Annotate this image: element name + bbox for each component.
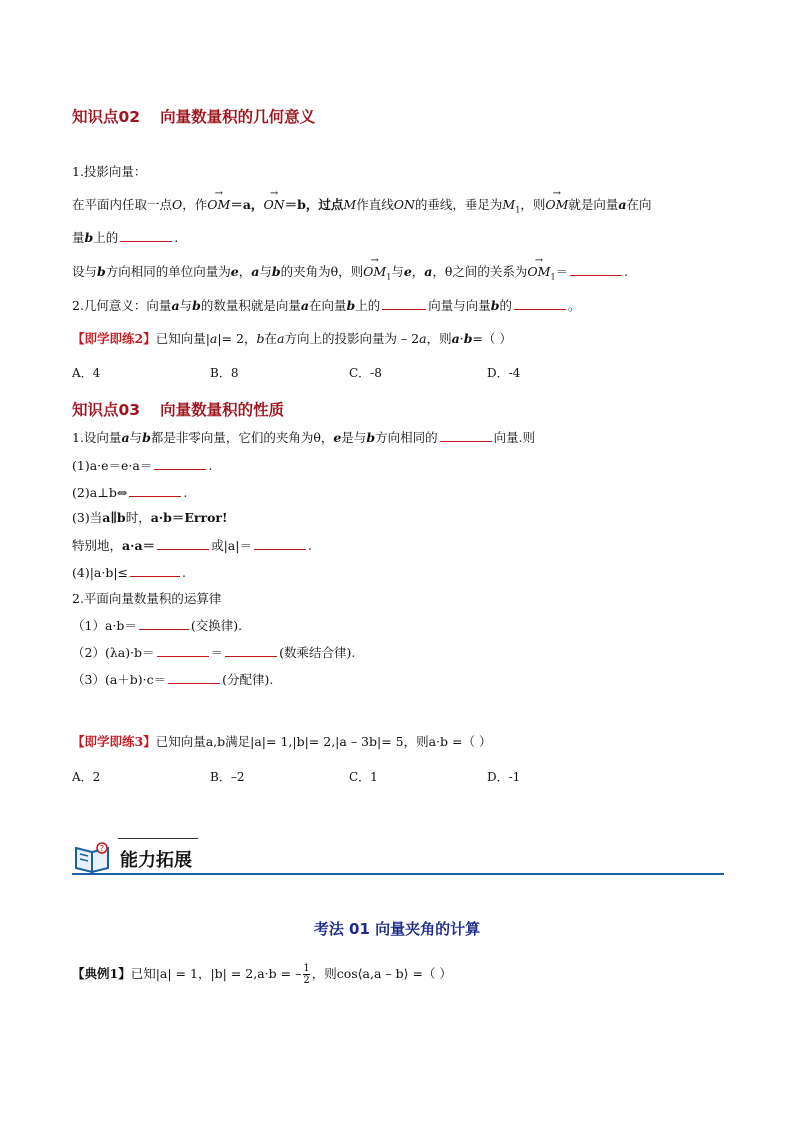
vector-om1: → OM — [545, 196, 568, 214]
property-2: (2)a⊥b⇔ . — [72, 485, 188, 500]
answer-blank[interactable] — [129, 484, 181, 497]
drill-2: 【即学即练2】已知向量|a|= 2，b在a方向上的投影向量为 – 2a，则a·b=（ ） — [72, 331, 512, 346]
answer-blank[interactable] — [120, 229, 172, 242]
option-a[interactable]: A．2 — [72, 770, 101, 784]
svg-text:?: ? — [99, 844, 105, 853]
option-b[interactable]: B．8 — [210, 366, 239, 380]
answer-blank[interactable] — [157, 644, 209, 657]
ability-banner — [72, 838, 724, 878]
property-1: (1)a·e＝e·a＝ . — [72, 458, 213, 473]
answer-blank[interactable] — [225, 644, 277, 657]
option-c[interactable]: C．1 — [349, 770, 378, 784]
method-title: 考法 01 向量夹角的计算 — [313, 920, 481, 938]
option-a[interactable]: A．4 — [72, 366, 101, 380]
section-title: 向量数量积的几何意义 — [160, 108, 316, 126]
property-4: (4)|a·b|≤ . — [72, 565, 187, 580]
section-03-heading — [72, 398, 284, 420]
law-2: （2）(λa)·b＝ ＝ (数乘结合律). — [72, 645, 356, 660]
answer-blank[interactable] — [157, 537, 209, 550]
answer-blank[interactable] — [139, 617, 189, 630]
answer-blank[interactable] — [154, 457, 206, 470]
vector-on: → ON — [263, 196, 284, 214]
answer-blank[interactable] — [130, 564, 180, 577]
section-label: 知识点02 — [72, 108, 141, 126]
property-special: 特别地，a·a＝ 或|a|＝ . — [72, 538, 312, 553]
law-3: （3）(a＋b)·c＝ (分配律). — [72, 672, 274, 687]
laws-heading: 2.平面向量数量积的运算律 — [72, 591, 222, 606]
banner-top-rule — [118, 838, 198, 839]
option-b[interactable]: B．–2 — [210, 770, 245, 784]
answer-blank[interactable] — [254, 537, 306, 550]
drill-label: 【即学即练2】 — [72, 331, 156, 346]
fraction: $\frac{1}{2}$ — [303, 963, 310, 986]
answer-blank[interactable] — [570, 263, 622, 276]
option-d[interactable]: D．-1 — [487, 770, 521, 784]
banner-underline — [72, 873, 724, 875]
projection-line-3: 设与b方向相同的单位向量为e，a与b的夹角为θ，则→ $OM_1$与e，a，θ之间的关系为→ $OM_1=$ . — [72, 263, 628, 287]
answer-blank[interactable] — [168, 671, 220, 684]
section-label: 知识点03 — [72, 401, 141, 419]
drill-3: 【即学即练3】已知向量a,b满足|a|= 1,|b|= 2,|a – 3b|= 5，则a·b =（ ） — [72, 734, 492, 749]
answer-blank[interactable] — [382, 297, 426, 310]
projection-line-2: 量b上的 . — [72, 230, 179, 245]
geometric-meaning: 2.几何意义：向量a与b的数量积就是向量a在向量b上的 向量与向量b的 。 — [72, 298, 581, 313]
answer-blank[interactable] — [514, 297, 566, 310]
section-title: 向量数量积的性质 — [160, 401, 285, 419]
open-book-icon — [72, 840, 116, 876]
projection-heading: 1.投影向量： — [72, 164, 147, 179]
banner-title: 能力拓展 — [120, 850, 192, 871]
example-label: 【典例1】 — [72, 966, 131, 981]
law-1: （1）a·b＝ (交换律). — [72, 618, 243, 633]
example-1: 【典例1】已知|a| = 1，|b| = 2,a·b = – $\frac{1}{2}$ ，则cos⟨a,a – b⟩ =（ ） — [72, 963, 452, 986]
option-c[interactable]: C．-8 — [349, 366, 382, 380]
drill-label: 【即学即练3】 — [72, 734, 156, 749]
props-line-1: 1.设向量a与b都是非零向量，它们的夹角为θ，e是与b方向相同的 向量.则 — [72, 430, 536, 445]
property-3: (3)当a∥b时，a·b＝Error! — [72, 510, 228, 525]
section-02-heading — [72, 105, 315, 127]
vector-om: → OM — [207, 196, 230, 214]
answer-blank[interactable] — [440, 429, 492, 442]
option-d[interactable]: D．-4 — [487, 366, 521, 380]
projection-line-1: 在平面内任取一点O，作→ OM＝a，→ ON＝b，过点M作直线ON的垂线，垂足为$M_1$，则→ OM就是向量a在向 — [72, 196, 652, 220]
